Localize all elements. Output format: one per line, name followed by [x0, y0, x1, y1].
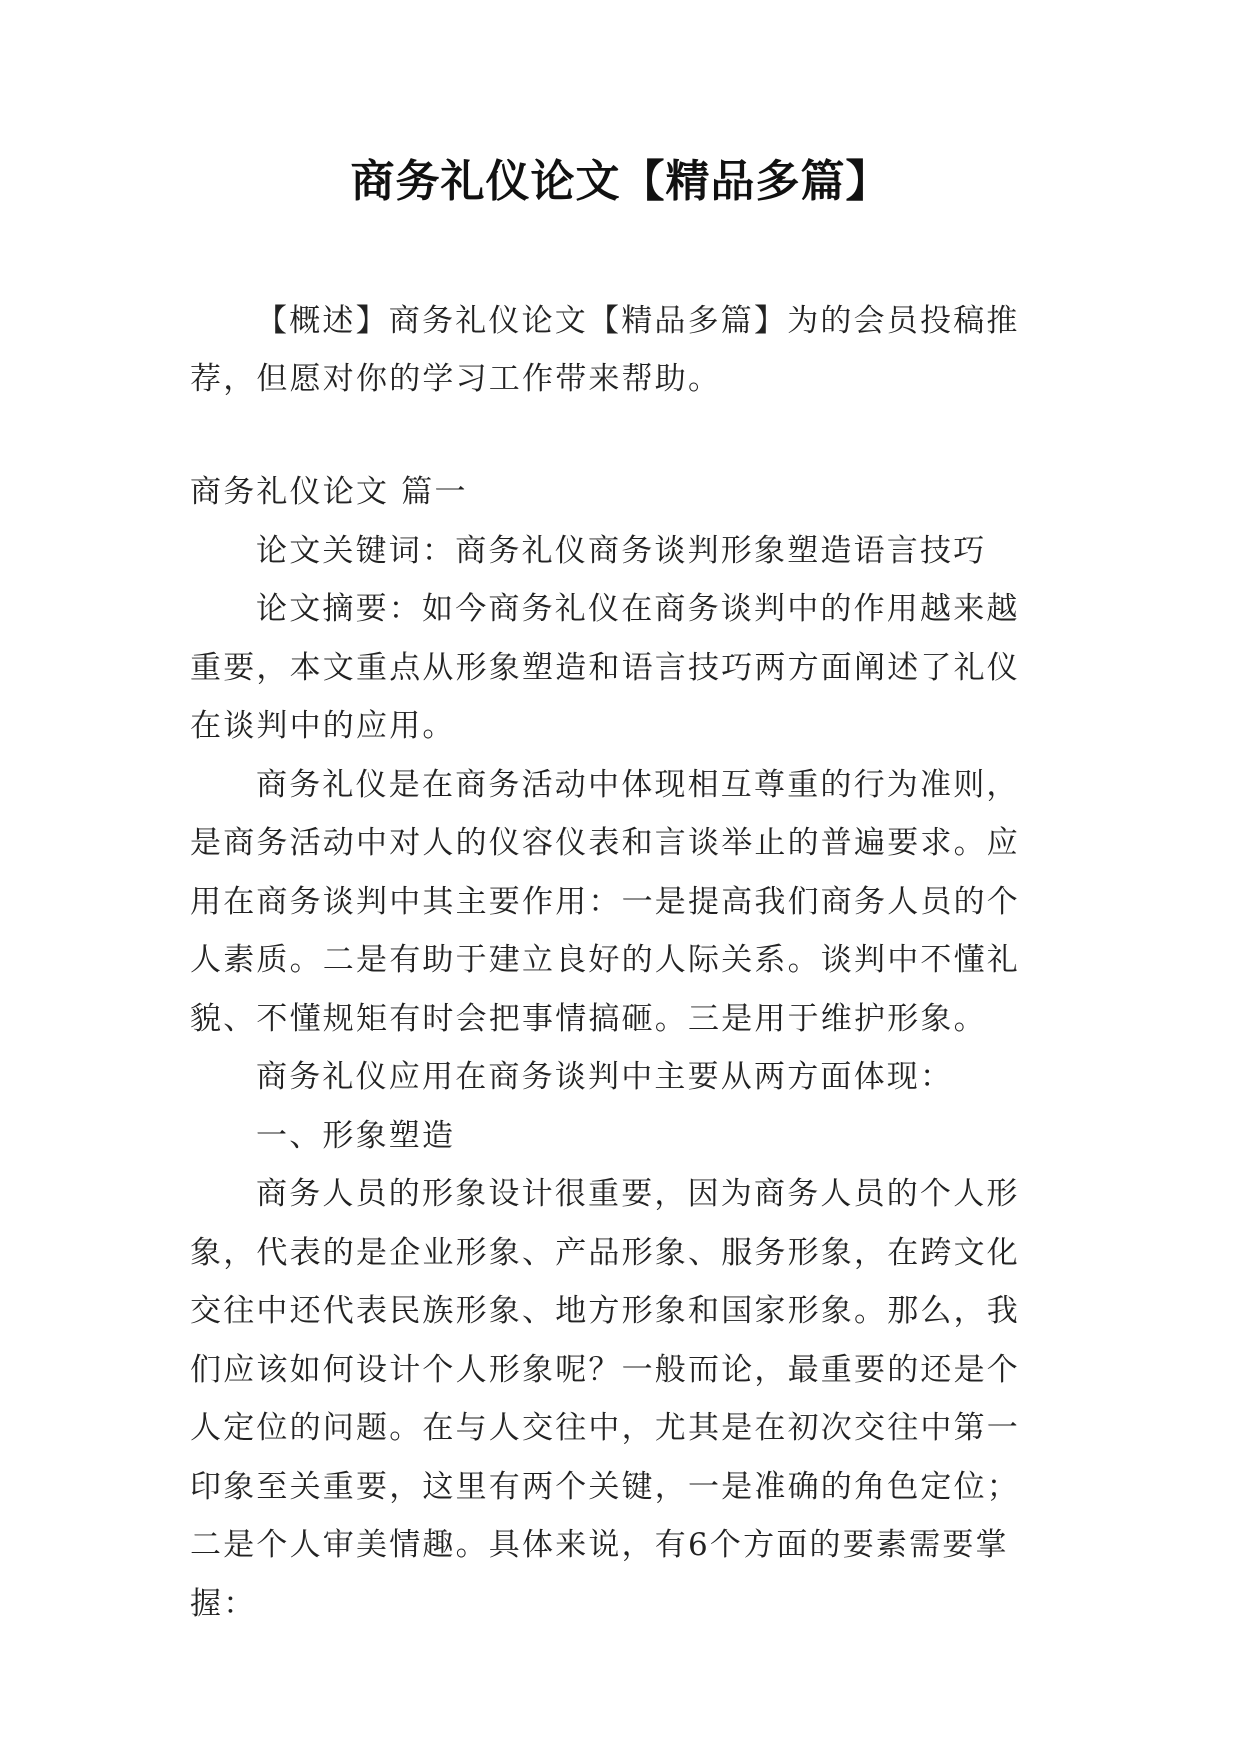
body-paragraph: 商务礼仪应用在商务谈判中主要从两方面体现： [256, 1059, 954, 1095]
body-paragraph: 商务人员的形象设计很重要，因为商务人员的个人形象，代表的是企业形象、产品形象、服务形象，在跨文化交往中还代表民族形象、地方形象和国家形象。那么，我们应该如何设计个人形象呢？一般而论，最重要的还是个人定位的问题。在与人交往中，尤其是在初次交往中第一印象至关重要，这里有两个关键，一是准确的角色定位；二是个人审美情趣。具体来说，有6个方面的要素需要掌握： [190, 1176, 1020, 1622]
summary-paragraph: 【概述】商务礼仪论文【精品多篇】为的会员投稿推荐，但愿对你的学习工作带来帮助。 [190, 303, 1020, 397]
body-paragraph: 商务礼仪是在商务活动中体现相互尊重的行为准则，是商务活动中对人的仪容仪表和言谈举止的普遍要求。应用在商务谈判中其主要作用：一是提高我们商务人员的个人素质。二是有助于建立良好的人际关系。谈判中不懂礼貌、不懂规矩有时会把事情搞砸。三是用于维护形象。 [190, 766, 1020, 1037]
subheading: 一、形象塑造 [256, 1117, 456, 1154]
document-title: 商务礼仪论文【精品多篇】 [350, 156, 891, 207]
section-heading: 商务礼仪论文 篇一 [190, 474, 468, 510]
article-body [190, 463, 1050, 1633]
keywords-paragraph: 论文关键词：商务礼仪商务谈判形象塑造语言技巧 [256, 532, 987, 569]
abstract-paragraph: 论文摘要：如今商务礼仪在商务谈判中的作用越来越重要，本文重点从形象塑造和语言技巧两方面阐述了礼仪在谈判中的应用。 [190, 591, 1020, 744]
